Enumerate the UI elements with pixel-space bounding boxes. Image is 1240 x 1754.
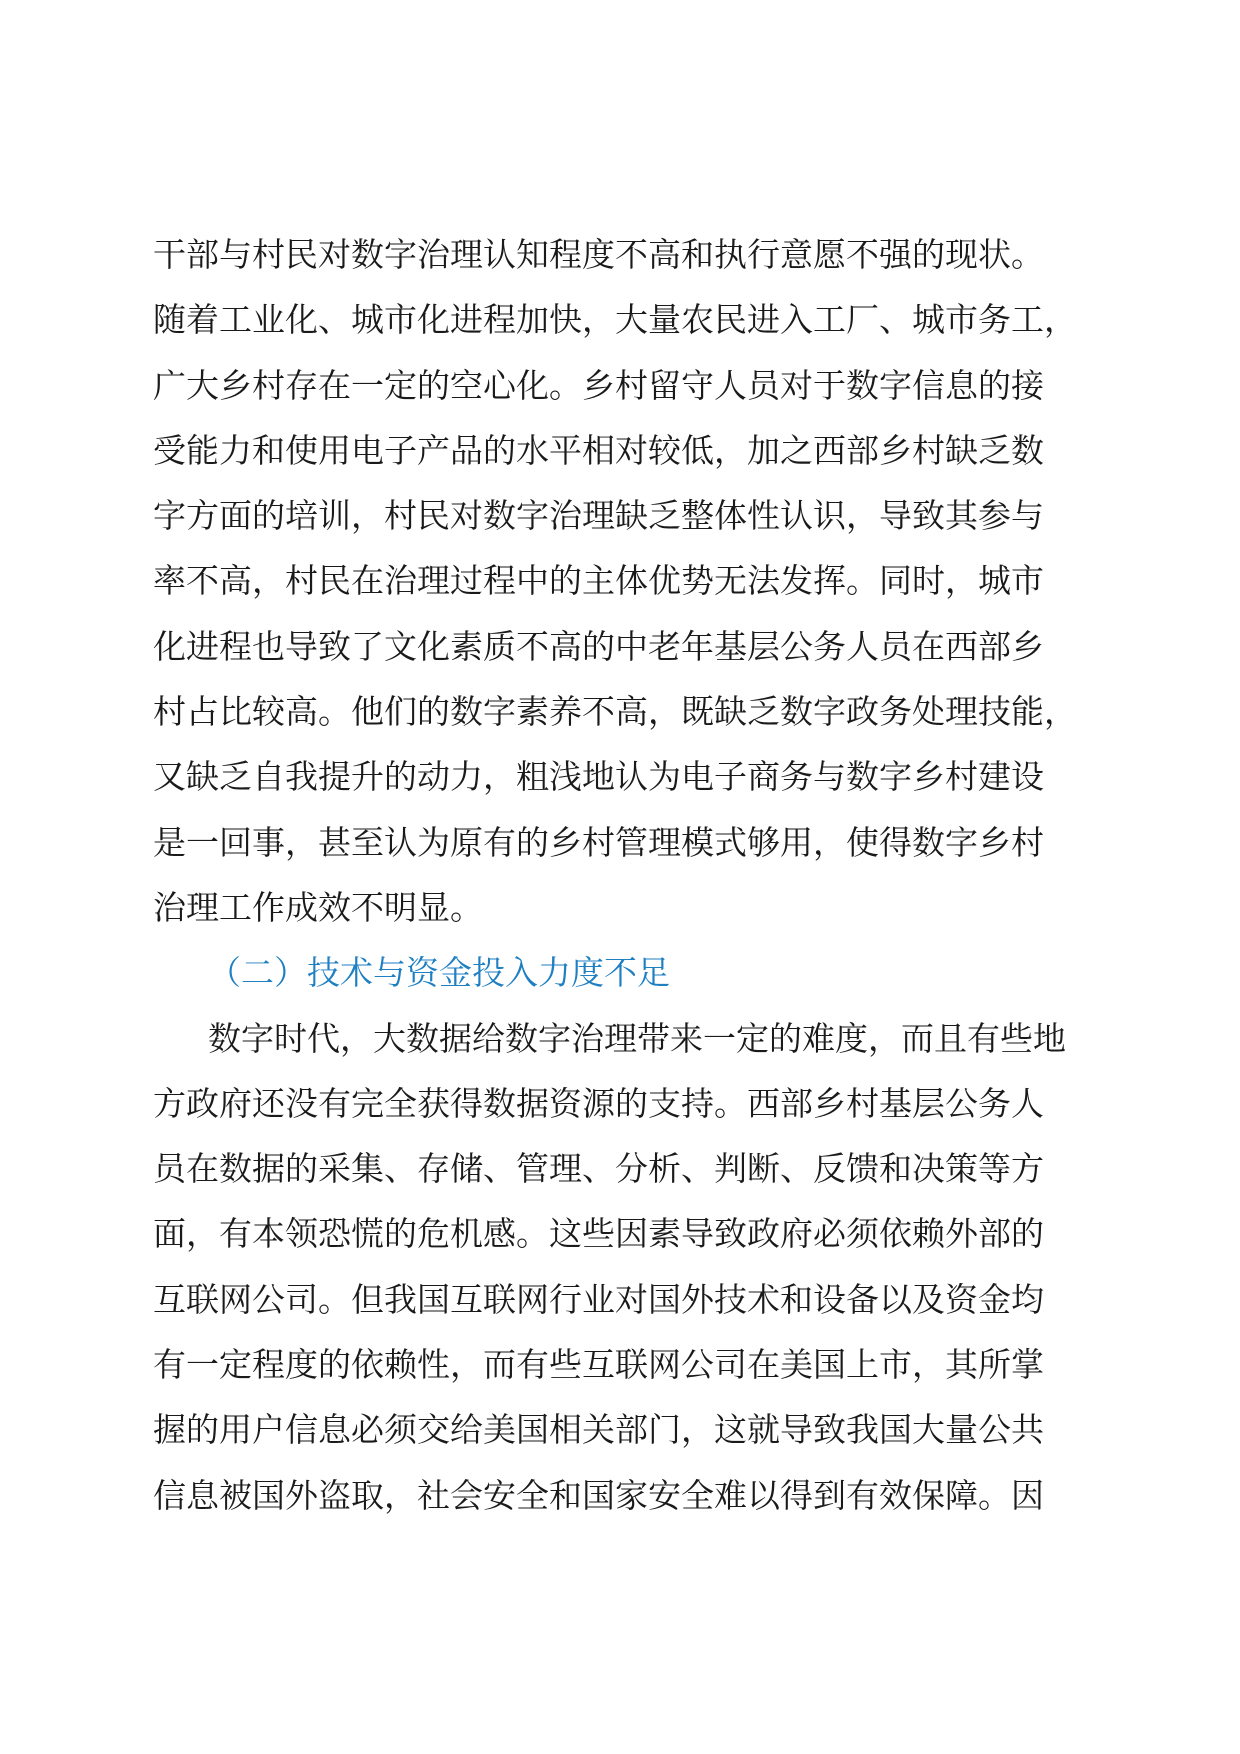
paragraph-first-line: 数字时代，大数据给数字治理带来一定的难度，而且有些地 (208, 1018, 1066, 1058)
paragraph-line: 是一回事，甚至认为原有的乡村管理模式够用，使得数字乡村 (153, 822, 1044, 862)
paragraph-line: 信息被国外盗取，社会安全和国家安全难以得到有效保障。因 (153, 1475, 1044, 1515)
paragraph-line: 字方面的培训，村民对数字治理缺乏整体性认识，导致其参与 (153, 496, 1044, 536)
paragraph-line: 率不高，村民在治理过程中的主体优势无法发挥。同时，城市 (153, 561, 1044, 601)
paragraph-line: 村占比较高。他们的数字素养不高，既缺乏数字政务处理技能， (153, 692, 1077, 732)
paragraph-line: 治理工作成效不明显。 (153, 887, 483, 927)
paragraph-line: 广大乡村存在一定的空心化。乡村留守人员对于数字信息的接 (153, 365, 1044, 405)
paragraph-line: 又缺乏自我提升的动力，粗浅地认为电子商务与数字乡村建设 (153, 757, 1044, 797)
paragraph-line: 员在数据的采集、存储、管理、分析、判断、反馈和决策等方 (153, 1149, 1044, 1189)
paragraph-line: 化进程也导致了文化素质不高的中老年基层公务人员在西部乡 (153, 626, 1044, 666)
paragraph-line: 面，有本领恐慌的危机感。这些因素导致政府必须依赖外部的 (153, 1214, 1044, 1254)
paragraph-line: 随着工业化、城市化进程加快，大量农民进入工厂、城市务工， (153, 300, 1077, 340)
paragraph-line: 握的用户信息必须交给美国相关部门，这就导致我国大量公共 (153, 1410, 1044, 1450)
section-heading: （二）技术与资金投入力度不足 (208, 953, 670, 993)
paragraph-line: 有一定程度的依赖性，而有些互联网公司在美国上市，其所掌 (153, 1345, 1044, 1385)
paragraph-line: 方政府还没有完全获得数据资源的支持。西部乡村基层公务人 (153, 1083, 1044, 1123)
document-body (153, 222, 1093, 1528)
paragraph-line: 干部与村民对数字治理认知程度不高和执行意愿不强的现状。 (153, 235, 1044, 274)
paragraph-line: 受能力和使用电子产品的水平相对较低，加之西部乡村缺乏数 (153, 430, 1044, 470)
paragraph-line: 互联网公司。但我国互联网行业对国外技术和设备以及资金均 (153, 1279, 1044, 1319)
